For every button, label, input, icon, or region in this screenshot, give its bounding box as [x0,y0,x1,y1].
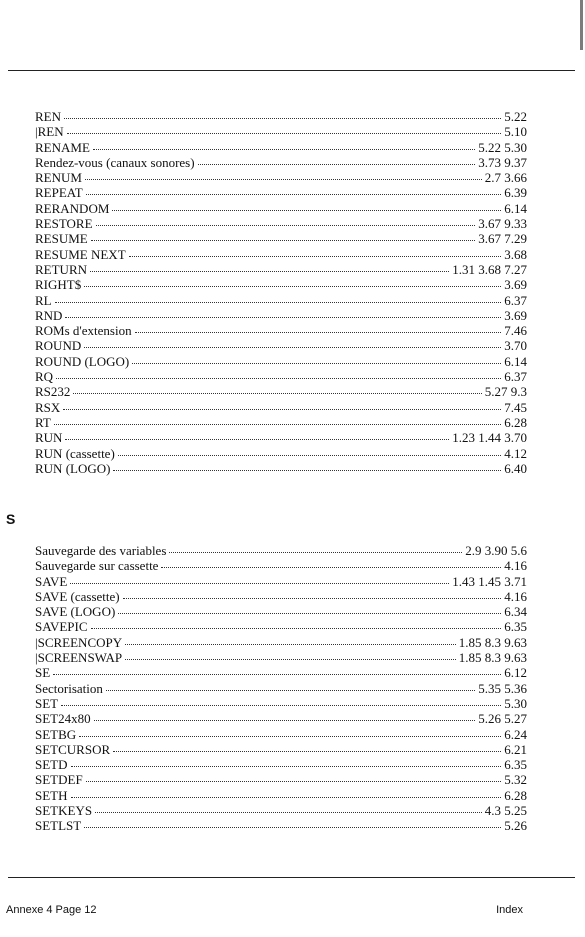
index-entry [35,711,527,726]
index-entry [35,757,527,772]
index-page-refs: 5.32 [504,772,527,788]
index-page-refs: 6.28 [504,787,527,803]
index-page-refs: 3.70 [504,338,527,354]
index-page-refs: 5.22 5.30 [478,139,527,155]
index-entry [35,369,527,384]
index-page-refs: 5.22 [504,109,527,124]
dot-leader [71,757,502,767]
dot-leader [56,369,501,379]
index-entry [35,231,527,246]
dot-leader [91,619,502,629]
index-page-refs: 6.35 [504,757,527,773]
dot-leader [125,650,456,660]
dot-leader [135,323,502,333]
index-term: ROMs d'extension [35,323,132,339]
index-term: ROUND (LOGO) [35,353,130,369]
dot-leader [85,170,482,180]
dot-leader [90,262,449,272]
index-entry [35,415,527,430]
dot-leader [106,681,475,691]
index-entry [35,681,527,696]
index-entry [35,338,527,353]
index-entry [35,604,527,619]
dot-leader [84,277,501,287]
index-entry [35,384,527,399]
index-term: RQ [35,369,54,385]
index-entry [35,185,527,200]
index-entry [35,558,527,573]
index-term: RS232 [35,384,71,400]
index-page-refs: 1.85 8.3 9.63 [458,650,527,666]
index-entry [35,155,527,170]
index-entry [35,619,527,634]
index-entry [35,308,527,323]
dot-leader [84,818,501,828]
index-term: RIGHT$ [35,277,82,293]
dot-leader [125,635,456,645]
index-entry [35,140,527,155]
index-entry [35,170,527,185]
index-entry [35,803,527,818]
dot-leader [86,772,502,782]
footer-index-label: Index [496,904,523,916]
index-term: RND [35,307,63,323]
header-rule [8,70,575,71]
index-term: SAVE [35,573,68,589]
index-entry [35,400,527,415]
index-entry [35,446,527,461]
index-entry [35,650,527,665]
dot-leader [118,446,501,456]
index-page-refs: 3.73 9.37 [478,154,527,170]
index-term: SETBG [35,726,77,742]
dot-leader [70,574,449,584]
index-term: Sauvegarde sur cassette [35,558,159,574]
dot-leader [96,216,476,226]
index-page-refs: 5.27 9.3 [484,384,527,400]
index-page-refs: 6.40 [504,460,527,476]
dot-leader [113,742,501,752]
index-entry [35,574,527,589]
index-page-refs: 7.45 [504,399,527,415]
dot-leader [91,231,476,241]
index-page-refs: 1.43 1.45 3.71 [452,573,527,589]
index-term: RESTORE [35,216,93,232]
dot-leader [54,415,501,425]
index-term: |SCREENCOPY [35,634,123,650]
index-term: RUN (LOGO) [35,460,111,476]
index-page-refs: 2.7 3.66 [484,170,527,186]
index-page-refs: 6.34 [504,604,527,620]
index-page-refs: 6.28 [504,414,527,430]
index-term: SET24x80 [35,711,91,727]
index-term: ROUND [35,338,82,354]
index-entry [35,201,527,216]
index-entry [35,742,527,757]
index-term: RENUM [35,170,82,186]
index-entry [35,818,527,833]
index-page-refs: 5.30 [504,695,527,711]
index-term: RESUME NEXT [35,246,126,262]
dot-leader [118,604,501,614]
dot-leader [95,803,482,813]
index-page-refs: 5.26 [504,818,527,834]
index-term: SET [35,695,59,711]
index-page-refs: 6.14 [504,200,527,216]
dot-leader [123,589,502,599]
index-term: SAVE (cassette) [35,588,120,604]
index-term: |SCREENSWAP [35,650,123,666]
index-term: SETDEF [35,772,83,788]
index-term: |REN [35,124,64,140]
dot-leader [61,696,501,706]
index-page-refs: 1.85 8.3 9.63 [458,634,527,650]
index-page-refs: 2.9 3.90 5.6 [465,543,527,558]
index-entry [35,665,527,680]
dot-leader [113,461,501,471]
index-page-refs: 6.37 [504,369,527,385]
index-term: SE [35,665,51,681]
index-entry [35,543,527,558]
index-term: SETD [35,757,68,773]
dot-leader [53,665,501,675]
section-heading-s: S [6,511,16,527]
index-term: SETKEYS [35,803,93,819]
dot-leader [73,384,481,394]
index-entry [35,247,527,262]
index-term: REN [35,109,61,124]
index-entry [35,354,527,369]
index-page-refs: 4.3 5.25 [484,803,527,819]
index-page-refs: 6.39 [504,185,527,201]
index-page-refs: 1.31 3.68 7.27 [452,261,527,277]
index-term: RUN [35,430,63,446]
index-entry [35,696,527,711]
index-term: RENAME [35,139,90,155]
index-page-refs: 4.12 [504,445,527,461]
index-page-refs: 6.21 [504,741,527,757]
index-page-refs: 4.16 [504,558,527,574]
dot-leader [112,201,501,211]
index-term: SAVE (LOGO) [35,604,116,620]
dot-leader [161,558,501,568]
index-page-refs: 3.67 7.29 [478,231,527,247]
index-entry [35,727,527,742]
index-page-refs: 6.35 [504,619,527,635]
index-page-refs: 5.35 5.36 [478,680,527,696]
index-page-refs: 6.24 [504,726,527,742]
index-entry [35,216,527,231]
index-term: Sectorisation [35,680,103,696]
index-entry [35,262,527,277]
index-entry [35,109,527,124]
index-entry [35,589,527,604]
dot-leader [84,338,501,348]
dot-leader [93,140,475,150]
index-page-refs: 3.68 [504,246,527,262]
index-entry [35,430,527,445]
index-term: RERANDOM [35,200,110,216]
index-page-refs: 3.69 [504,307,527,323]
dot-leader [129,247,502,257]
dot-leader [132,354,501,364]
index-page-refs: 6.14 [504,353,527,369]
index-page-refs: 7.46 [504,323,527,339]
index-entry [35,772,527,787]
dot-leader [86,185,502,195]
index-page-refs: 6.12 [504,665,527,681]
index-page-refs: 3.67 9.33 [478,216,527,232]
index-section-s [35,543,527,834]
footer-rule [8,877,575,878]
scan-edge-mark [580,0,583,50]
dot-leader [67,124,502,134]
index-entry [35,788,527,803]
dot-leader [169,543,462,553]
dot-leader [65,308,501,318]
index-entry [35,635,527,650]
index-term: RUN (cassette) [35,445,115,461]
footer-page-label: Annexe 4 Page 12 [6,904,97,916]
dot-leader [71,788,502,798]
index-term: RL [35,292,52,308]
index-term: SETH [35,787,68,803]
index-term: RETURN [35,261,87,277]
index-entry [35,461,527,476]
dot-leader [63,400,501,410]
index-entry [35,124,527,139]
index-term: Rendez-vous (canaux sonores) [35,154,195,170]
dot-leader [55,293,502,303]
index-page-refs: 5.26 5.27 [478,711,527,727]
index-page-refs: 4.16 [504,588,527,604]
index-page-refs: 1.23 1.44 3.70 [452,430,527,446]
index-page-refs: 3.69 [504,277,527,293]
index-term: SETCURSOR [35,741,111,757]
index-section-r [35,109,527,476]
index-term: RESUME [35,231,88,247]
index-entry [35,293,527,308]
index-term: SAVEPIC [35,619,88,635]
index-entry [35,323,527,338]
index-term: REPEAT [35,185,83,201]
index-entry [35,277,527,292]
index-page-refs: 5.10 [504,124,527,140]
dot-leader [198,155,476,165]
index-term: SETLST [35,818,82,834]
dot-leader [79,727,501,737]
index-term: Sauvegarde des variables [35,543,167,558]
dot-leader [64,109,501,119]
index-page-refs: 6.37 [504,292,527,308]
dot-leader [65,430,449,440]
index-term: RT [35,414,51,430]
dot-leader [94,711,476,721]
index-term: RSX [35,399,61,415]
